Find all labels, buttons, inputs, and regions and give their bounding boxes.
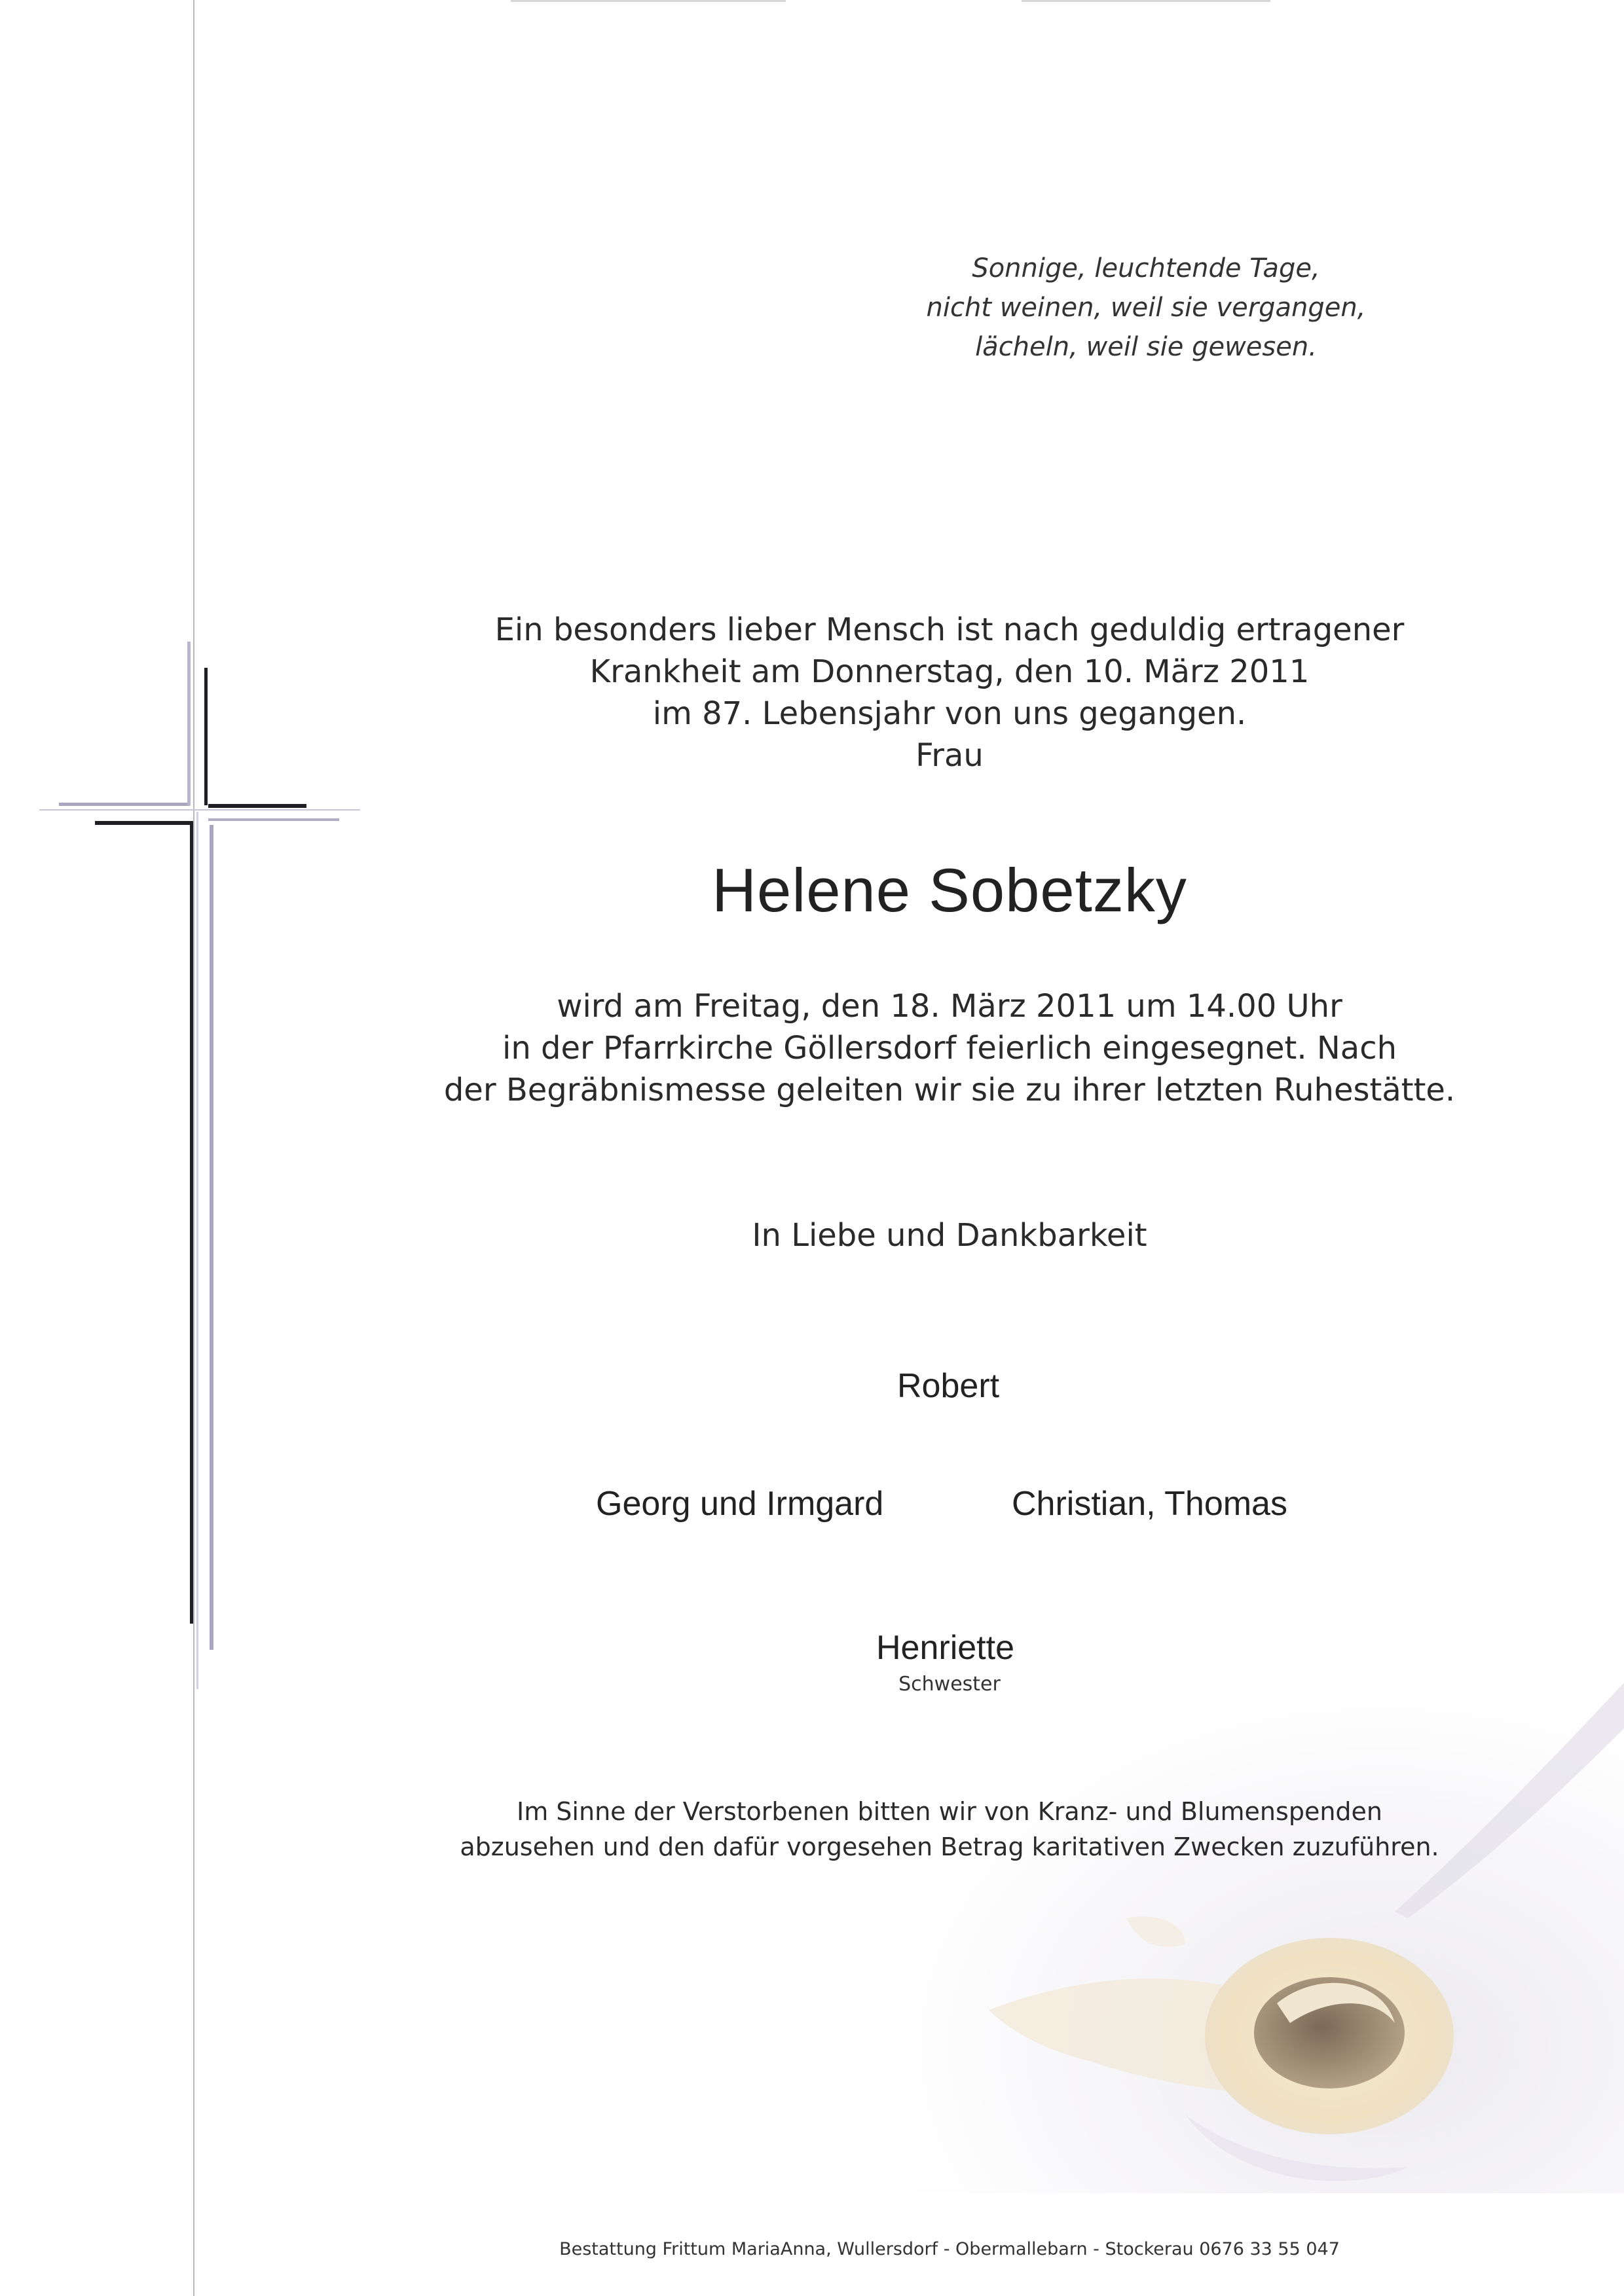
poem-line: Sonnige, leuchtende Tage,: [972, 253, 1320, 283]
poem-line: nicht weinen, weil sie vergangen,: [926, 293, 1366, 323]
calla-lily-illustration: [819, 1604, 1624, 2193]
announcement-line: Frau: [915, 737, 984, 774]
deceased-name: Helene Sobetzky: [712, 856, 1187, 924]
mourner-spouse: Robert: [897, 1367, 1000, 1405]
poem-verse: [851, 249, 1441, 367]
top-rule-right: [1022, 0, 1270, 2]
announcement-line: Krankheit am Donnerstag, den 10. März 2011: [589, 653, 1310, 690]
cross-icon: [0, 0, 458, 1768]
mourner-left-group: Georg und Irmgard: [596, 1485, 884, 1523]
funeral-ceremony-details: [419, 985, 1480, 1111]
funeral-home-footer: Bestattung Frittum MariaAnna, Wullersdorf - Obermallebarn - Stockerau 0676 33 55 047: [559, 2239, 1340, 2259]
closing-thanks: In Liebe und Dankbarkeit: [752, 1217, 1147, 1254]
death-announcement: [419, 609, 1480, 776]
mourner-right-group: Christian, Thomas: [1012, 1485, 1287, 1523]
donation-request: [419, 1794, 1480, 1865]
request-line: abzusehen und den dafür vorgesehen Betrag karitativen Zwecken zuzuführen.: [460, 1832, 1439, 1861]
request-line: Im Sinne der Verstorbenen bitten wir von Kranz- und Blumenspenden: [517, 1797, 1382, 1826]
announcement-line: Ein besonders lieber Mensch ist nach geduldig ertragener: [494, 611, 1405, 648]
ceremony-line: der Begräbnismesse geleiten wir sie zu ihrer letzten Ruhestätte.: [443, 1072, 1456, 1108]
ceremony-line: in der Pfarrkirche Göllersdorf feierlich eingesegnet. Nach: [502, 1030, 1397, 1066]
poem-line: lächeln, weil sie gewesen.: [975, 332, 1317, 362]
top-rule-left: [511, 0, 786, 2]
announcement-line: im 87. Lebensjahr von uns gegangen.: [652, 695, 1247, 732]
ceremony-line: wird am Freitag, den 18. März 2011 um 14.00 Uhr: [557, 988, 1342, 1025]
